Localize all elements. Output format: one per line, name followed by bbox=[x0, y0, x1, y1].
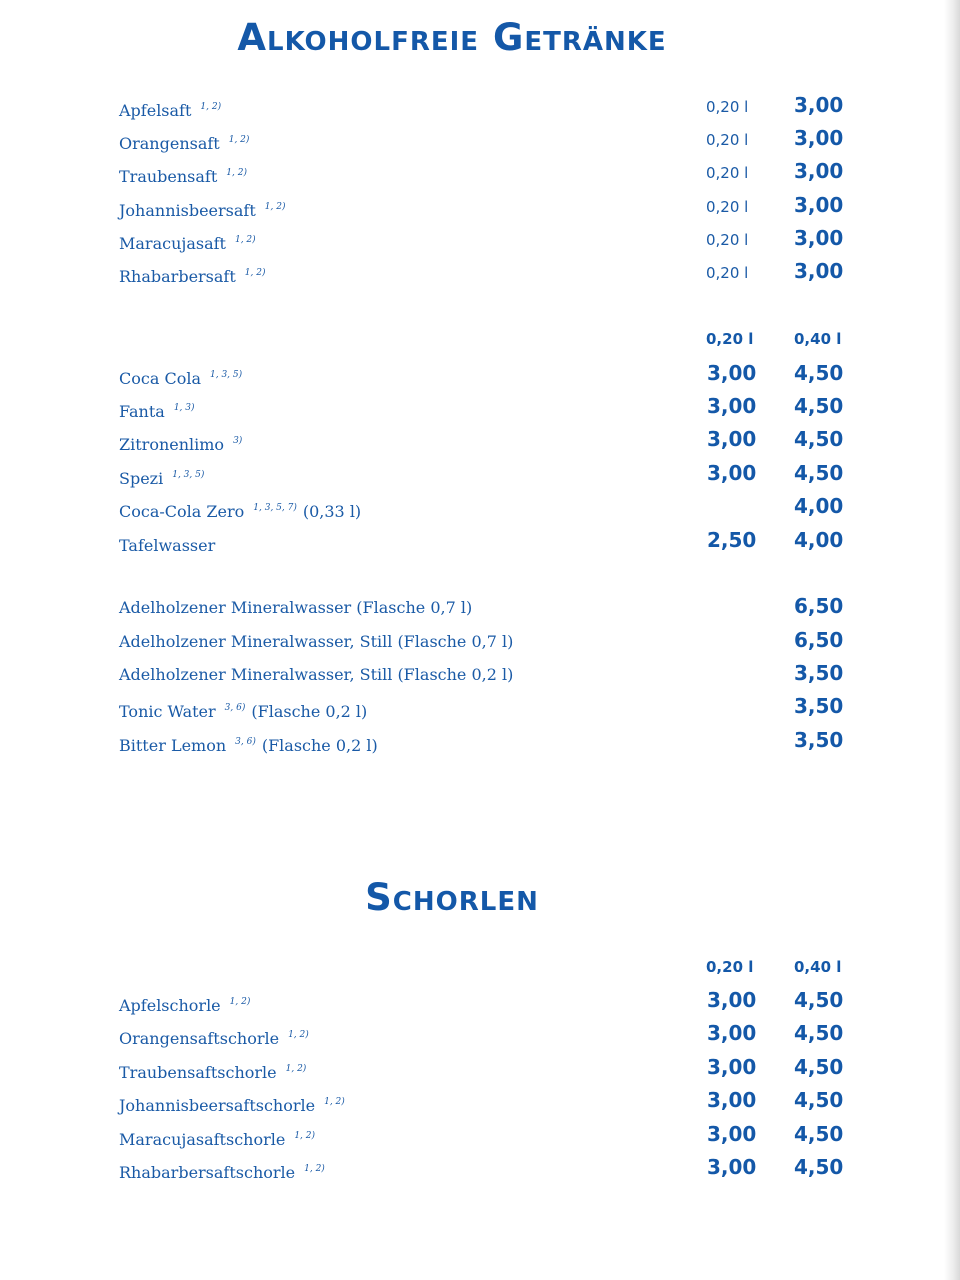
item-name: Apfelschorle bbox=[119, 996, 221, 1015]
menu-item bbox=[0, 1055, 960, 1088]
item-name: Spezi bbox=[119, 469, 164, 488]
menu-item bbox=[0, 461, 960, 494]
menu-item bbox=[0, 226, 960, 259]
item-price: 3,00 bbox=[794, 193, 844, 217]
item-name: Johannisbeersaft bbox=[119, 201, 256, 220]
item-name-wrap bbox=[119, 631, 513, 653]
item-footnote: 1, 2) bbox=[324, 1097, 345, 1107]
item-name-wrap bbox=[119, 464, 210, 490]
item-footnote: 1, 2) bbox=[200, 102, 222, 112]
item-footnote: 1, 3, 5) bbox=[172, 470, 205, 480]
menu-item bbox=[0, 594, 960, 627]
item-price-small: 3,00 bbox=[707, 394, 757, 418]
item-footnote: 1, 2) bbox=[228, 135, 250, 145]
item-name: Rhabarbersaft bbox=[119, 267, 236, 286]
item-name-wrap bbox=[119, 1091, 351, 1117]
item-price: 3,00 bbox=[794, 259, 844, 283]
item-price-large: 4,50 bbox=[794, 427, 844, 451]
menu-item bbox=[0, 427, 960, 460]
item-name-wrap bbox=[119, 597, 472, 619]
item-volume: 0,20 l bbox=[706, 131, 749, 149]
item-name-wrap bbox=[119, 664, 513, 686]
menu-item bbox=[0, 361, 960, 394]
item-name-wrap bbox=[119, 262, 271, 288]
item-footnote: 1, 2) bbox=[294, 1131, 316, 1141]
item-name: Coca Cola bbox=[119, 369, 201, 388]
item-price: 3,00 bbox=[794, 93, 844, 117]
item-price-small: 3,00 bbox=[707, 1122, 757, 1146]
item-name: Maracujasaft bbox=[119, 234, 226, 253]
item-footnote: 1, 2) bbox=[234, 235, 256, 245]
menu-item bbox=[0, 694, 960, 727]
item-name-wrap bbox=[119, 229, 262, 255]
item-footnote: 1, 2) bbox=[264, 202, 286, 212]
item-footnote: 3, 6) bbox=[224, 703, 246, 713]
item-name: Johannisbeersaftschorle bbox=[119, 1096, 316, 1115]
volume-header-small: 0,20 l bbox=[706, 958, 754, 976]
item-price-large: 4,50 bbox=[794, 461, 844, 485]
item-extra: (Flasche 0,2 l) bbox=[251, 702, 368, 721]
item-price-large: 4,50 bbox=[794, 394, 844, 418]
item-name-wrap bbox=[119, 731, 378, 757]
item-price: 3,50 bbox=[794, 728, 844, 752]
item-name: Traubensaft bbox=[119, 167, 218, 186]
section-title-schorlen: Schorlen bbox=[365, 876, 539, 919]
item-price-small: 3,00 bbox=[707, 461, 757, 485]
item-volume: 0,20 l bbox=[706, 164, 749, 182]
item-name-wrap bbox=[119, 397, 201, 423]
item-name: Adelholzener Mineralwasser (Flasche 0,7 l) bbox=[119, 598, 473, 617]
item-footnote: 1, 2) bbox=[288, 1030, 309, 1040]
item-price-small: 3,00 bbox=[707, 1155, 757, 1179]
item-price-small: 3,00 bbox=[707, 1055, 757, 1079]
item-name: Maracujasaftschorle bbox=[119, 1130, 286, 1149]
volume-header-large: 0,40 l bbox=[794, 330, 842, 348]
item-price-small: 3,00 bbox=[707, 1088, 757, 1112]
item-price: 6,50 bbox=[794, 628, 844, 652]
item-volume: 0,20 l bbox=[706, 264, 749, 282]
item-footnote: 1, 2) bbox=[244, 268, 266, 278]
item-footnote: 3, 6) bbox=[235, 737, 256, 747]
item-footnote: 3) bbox=[233, 436, 243, 446]
item-name: Traubensaftschorle bbox=[119, 1063, 277, 1082]
item-name: Tonic Water bbox=[119, 702, 216, 721]
menu-item bbox=[0, 93, 960, 126]
item-footnote: 1, 2) bbox=[229, 997, 251, 1007]
menu-item bbox=[0, 1155, 960, 1188]
item-name-wrap bbox=[119, 1158, 331, 1184]
menu-item bbox=[0, 728, 960, 761]
item-name-wrap bbox=[119, 430, 248, 456]
item-price: 6,50 bbox=[794, 594, 844, 618]
menu-item bbox=[0, 193, 960, 226]
item-price-large: 4,00 bbox=[794, 494, 844, 518]
item-name-wrap bbox=[119, 991, 256, 1017]
item-volume: 0,20 l bbox=[706, 98, 749, 116]
item-name-wrap bbox=[119, 497, 361, 523]
menu-item bbox=[0, 528, 960, 561]
menu-item bbox=[0, 661, 960, 694]
item-name-wrap bbox=[119, 697, 367, 723]
item-price-small: 2,50 bbox=[707, 528, 757, 552]
item-price-small: 3,00 bbox=[707, 361, 757, 385]
item-extra: (Flasche 0,2 l) bbox=[261, 736, 378, 755]
item-name: Fanta bbox=[119, 402, 165, 421]
item-price: 3,00 bbox=[794, 159, 844, 183]
menu-item bbox=[0, 1088, 960, 1121]
menu-item bbox=[0, 494, 960, 527]
item-price: 3,00 bbox=[794, 226, 844, 250]
item-price: 3,00 bbox=[794, 126, 844, 150]
item-price-small: 3,00 bbox=[707, 988, 757, 1012]
item-price: 3,50 bbox=[794, 694, 844, 718]
item-name-wrap bbox=[119, 364, 248, 390]
item-volume: 0,20 l bbox=[706, 198, 749, 216]
item-name: Zitronenlimo bbox=[119, 435, 225, 454]
item-price-large: 4,50 bbox=[794, 1122, 844, 1146]
item-price-large: 4,50 bbox=[794, 1021, 844, 1045]
item-name: Bitter Lemon bbox=[119, 736, 227, 755]
item-price-large: 4,50 bbox=[794, 988, 844, 1012]
volume-header bbox=[0, 328, 960, 358]
item-name-wrap bbox=[119, 1058, 312, 1084]
menu-item bbox=[0, 1021, 960, 1054]
menu-item bbox=[0, 988, 960, 1021]
item-price: 3,50 bbox=[794, 661, 844, 685]
item-price-small: 3,00 bbox=[707, 1021, 757, 1045]
item-name: Coca-Cola Zero bbox=[119, 502, 245, 521]
item-name-wrap bbox=[119, 129, 255, 155]
item-price-large: 4,50 bbox=[794, 1055, 844, 1079]
item-name-wrap bbox=[119, 196, 291, 222]
item-volume: 0,20 l bbox=[706, 231, 749, 249]
item-footnote: 1, 2) bbox=[226, 168, 247, 178]
item-name: Orangensaftschorle bbox=[119, 1029, 280, 1048]
item-name-wrap bbox=[119, 1024, 315, 1050]
item-name: Adelholzener Mineralwasser, Still (Flasche 0,2 l) bbox=[119, 665, 514, 684]
menu-item bbox=[0, 1122, 960, 1155]
item-name-wrap bbox=[119, 531, 230, 557]
item-name-wrap bbox=[119, 96, 227, 122]
item-price-large: 4,00 bbox=[794, 528, 844, 552]
item-extra: (0,33 l) bbox=[302, 502, 362, 521]
item-name: Tafelwasser bbox=[119, 536, 216, 555]
item-footnote: 1, 2) bbox=[304, 1164, 325, 1174]
item-footnote: 1, 2) bbox=[285, 1064, 307, 1074]
item-price-large: 4,50 bbox=[794, 361, 844, 385]
item-footnote: 1, 3) bbox=[173, 403, 195, 413]
section-title-alkoholfreie: Alkoholfreie Getränke bbox=[237, 16, 667, 59]
volume-header-small: 0,20 l bbox=[706, 330, 754, 348]
item-name: Rhabarbersaftschorle bbox=[119, 1163, 296, 1182]
item-price-large: 4,50 bbox=[794, 1088, 844, 1112]
menu-item bbox=[0, 259, 960, 292]
item-footnote: 1, 3, 5) bbox=[210, 370, 243, 380]
item-name-wrap bbox=[119, 162, 253, 188]
volume-header-large: 0,40 l bbox=[794, 958, 842, 976]
item-footnote: 1, 3, 5, 7) bbox=[253, 503, 297, 513]
item-name: Adelholzener Mineralwasser, Still (Flasche 0,7 l) bbox=[119, 632, 514, 651]
item-price-small: 3,00 bbox=[707, 427, 757, 451]
menu-item bbox=[0, 126, 960, 159]
item-name-wrap bbox=[119, 1125, 321, 1151]
volume-header bbox=[0, 956, 960, 986]
item-name: Apfelsaft bbox=[119, 101, 192, 120]
item-price-large: 4,50 bbox=[794, 1155, 844, 1179]
item-name: Orangensaft bbox=[119, 134, 220, 153]
menu-item bbox=[0, 394, 960, 427]
menu-item bbox=[0, 628, 960, 661]
menu-item bbox=[0, 159, 960, 192]
